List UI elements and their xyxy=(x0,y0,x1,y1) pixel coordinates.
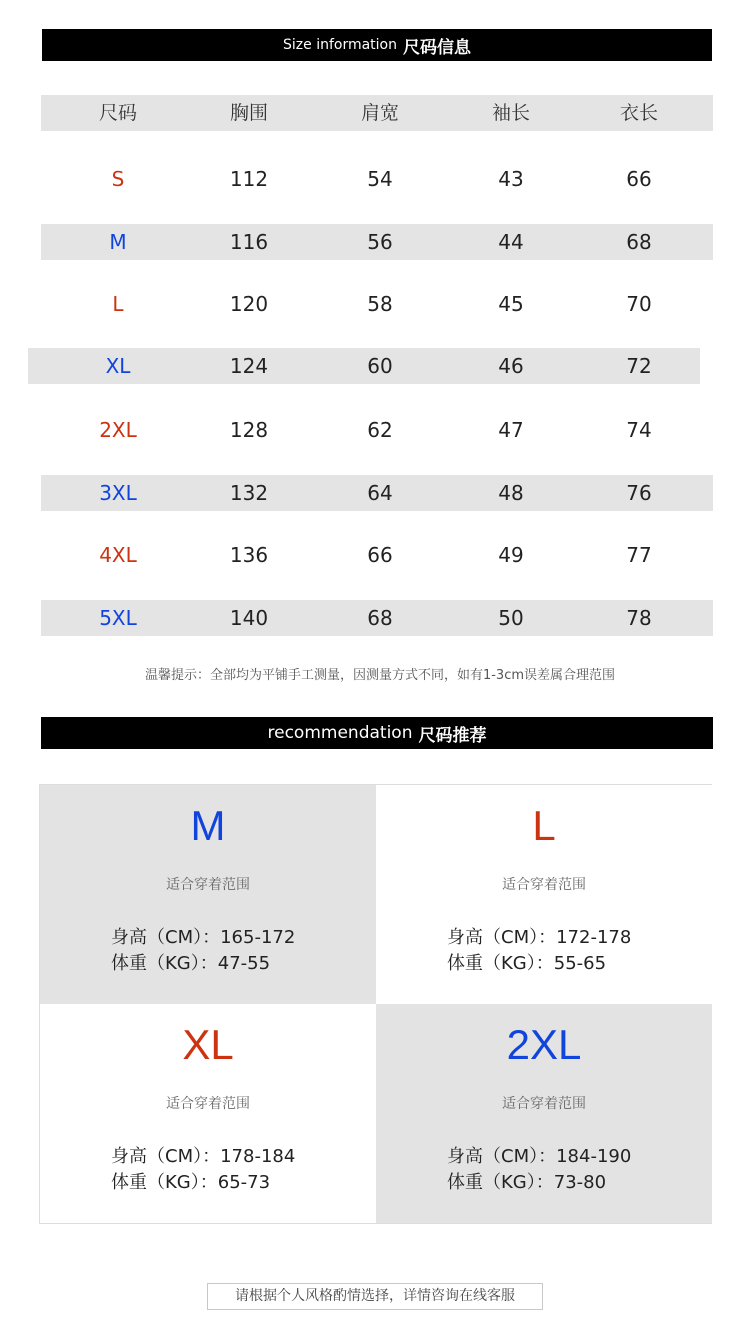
cell-chest: 124 xyxy=(229,354,269,378)
recommend-size: 2XL xyxy=(506,1021,582,1068)
measurement-note: 温馨提示：全部均为平铺手工测量，因测量方式不同，如有1-3cm误差属合理范围 xyxy=(144,668,616,683)
cell-sleeve: 43 xyxy=(498,167,524,191)
recommend-weight: 体重（KG）：65-73 xyxy=(111,1172,271,1193)
size-info-title-cn: 尺码信息 xyxy=(403,37,471,58)
cell-shoulder: 66 xyxy=(367,543,393,567)
cell-size: 3XL xyxy=(99,481,137,505)
recommendation-banner xyxy=(41,717,713,749)
cell-length: 78 xyxy=(626,606,652,630)
recommend-card-2xl xyxy=(376,1004,712,1223)
cell-sleeve: 50 xyxy=(498,606,524,630)
cell-shoulder: 64 xyxy=(367,481,393,505)
recommend-subtitle: 适合穿着范围 xyxy=(166,877,250,893)
cell-length: 72 xyxy=(626,354,652,378)
cell-shoulder: 56 xyxy=(367,230,393,254)
cell-size: 5XL xyxy=(99,606,137,630)
recommend-height: 身高（CM）：184-190 xyxy=(447,1146,632,1167)
header-sleeve: 袖长 xyxy=(491,102,530,124)
recommend-weight: 体重（KG）：55-65 xyxy=(447,953,607,974)
cell-sleeve: 48 xyxy=(498,481,524,505)
cell-sleeve: 44 xyxy=(498,230,524,254)
cell-chest: 140 xyxy=(229,606,269,630)
recommendation-title-en: recommendation xyxy=(267,723,413,743)
recommendation-title-cn: 尺码推荐 xyxy=(418,725,487,746)
cell-chest: 136 xyxy=(229,543,269,567)
cell-length: 70 xyxy=(626,292,652,316)
recommend-card-m xyxy=(40,785,376,1004)
recommend-subtitle: 适合穿着范围 xyxy=(502,877,586,893)
recommend-size: L xyxy=(532,802,556,849)
cell-shoulder: 68 xyxy=(367,606,393,630)
cell-sleeve: 49 xyxy=(498,543,524,567)
cell-shoulder: 54 xyxy=(367,167,393,191)
size-table-header xyxy=(41,95,713,131)
header-shoulder: 肩宽 xyxy=(360,102,399,124)
cell-chest: 128 xyxy=(229,418,269,442)
size-table-row xyxy=(41,224,713,260)
recommend-height: 身高（CM）：165-172 xyxy=(111,927,296,948)
cell-size: XL xyxy=(105,354,131,378)
cell-length: 68 xyxy=(626,230,652,254)
recommend-weight: 体重（KG）：47-55 xyxy=(111,953,271,974)
recommend-size: M xyxy=(190,802,226,849)
size-table-row xyxy=(41,286,713,322)
cell-length: 76 xyxy=(626,481,652,505)
cell-shoulder: 60 xyxy=(367,354,393,378)
header-size: 尺码 xyxy=(98,102,137,124)
size-table-row xyxy=(41,412,713,448)
cell-chest: 116 xyxy=(229,230,269,254)
size-table-row xyxy=(41,475,713,511)
header-chest: 胸围 xyxy=(229,102,268,124)
cell-length: 66 xyxy=(626,167,652,191)
recommend-height: 身高（CM）：172-178 xyxy=(447,927,632,948)
cell-size: S xyxy=(111,167,125,191)
cell-shoulder: 62 xyxy=(367,418,393,442)
recommendation-grid xyxy=(39,784,712,1224)
size-table-row xyxy=(41,537,713,573)
cell-shoulder: 58 xyxy=(367,292,393,316)
recommend-height: 身高（CM）：178-184 xyxy=(111,1146,296,1167)
cell-size: L xyxy=(112,292,124,316)
size-table-row xyxy=(41,161,713,197)
recommend-card-xl xyxy=(40,1004,376,1223)
cell-sleeve: 47 xyxy=(498,418,524,442)
size-table-row xyxy=(41,600,713,636)
cell-length: 77 xyxy=(626,543,652,567)
cell-size: 4XL xyxy=(99,543,137,567)
cell-sleeve: 45 xyxy=(498,292,524,316)
cell-size: M xyxy=(109,230,127,254)
recommend-subtitle: 适合穿着范围 xyxy=(166,1096,250,1112)
cell-length: 74 xyxy=(626,418,652,442)
cell-chest: 112 xyxy=(229,167,269,191)
size-info-title-en: Size information xyxy=(283,37,397,53)
cell-sleeve: 46 xyxy=(498,354,524,378)
footer-note: 请根据个人风格酌情选择，详情咨询在线客服 xyxy=(207,1283,543,1310)
recommend-subtitle: 适合穿着范围 xyxy=(502,1096,586,1112)
recommend-size: XL xyxy=(182,1021,234,1068)
size-table-row xyxy=(28,348,700,384)
size-info-banner xyxy=(42,29,712,61)
cell-chest: 120 xyxy=(229,292,269,316)
recommend-weight: 体重（KG）：73-80 xyxy=(447,1172,607,1193)
header-length: 衣长 xyxy=(619,102,658,124)
cell-size: 2XL xyxy=(99,418,137,442)
recommend-card-l xyxy=(376,785,712,1004)
cell-chest: 132 xyxy=(229,481,269,505)
